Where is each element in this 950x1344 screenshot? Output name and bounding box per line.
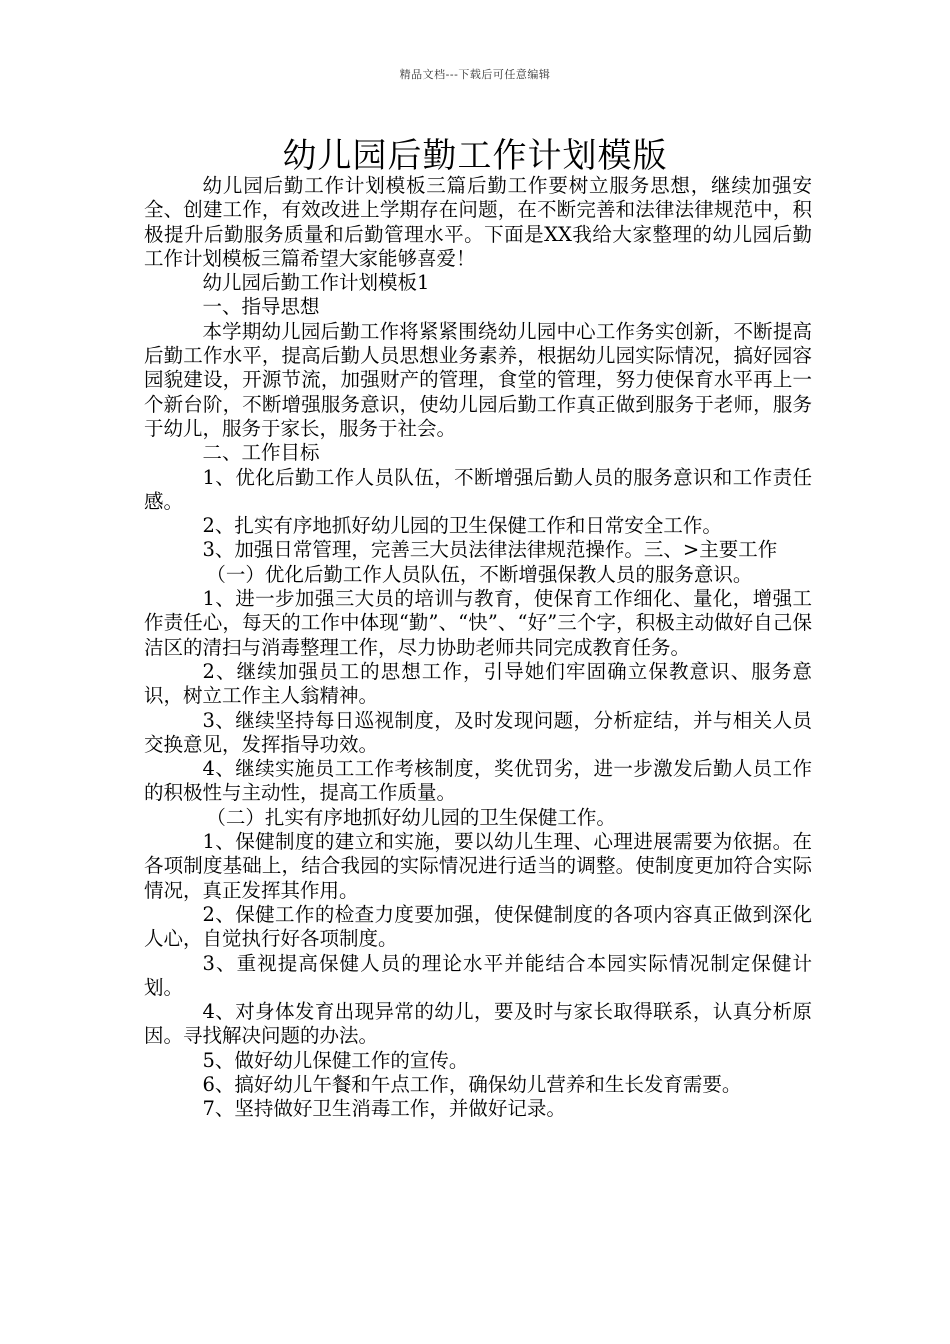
heading-work-goals: 二、工作目标 <box>202 441 320 465</box>
work-item-2: 2、继续加强员工的思想工作，引导她们牢固确立保教意识、服务意识，树立工作主人翁精神。 <box>144 659 812 708</box>
health-item-5: 5、做好幼儿保健工作的宣传。 <box>202 1048 469 1072</box>
health-item-3: 3、重视提高保健人员的理论水平并能结合本园实际情况制定保健计划。 <box>144 951 812 999</box>
work-item-1: 1、进一步加强三大员的培训与教育，使保育工作细化、量化，增强工作责任心，每天的工作中体现“勤”、“快”、“好”三个字，积极主动做好自己保洁区的清扫与消毒整理工作，尽力协助老师共同完成教育任务。 <box>144 587 812 659</box>
page-header: 精品文档---下载后可任意编辑 <box>399 68 551 81</box>
document-body <box>144 174 812 1122</box>
section-heading-template-1: 幼儿园后勤工作计划模板1 <box>202 271 430 295</box>
document-title: 幼儿园后勤工作计划模版 <box>282 136 668 176</box>
paragraph-guiding-ideology: 本学期幼儿园后勤工作将紧紧围绕幼儿园中心工作务实创新，不断提高后勤工作水平，提高后勤人员思想业务素养，根据幼儿园实际情况，搞好园容园貌建设，开源节流，加强财产的管理，食堂的管理，努力使保育水平再上一个新台阶，不断增强服务意识，使幼儿园后勤工作真正做到服务于老师，服务于幼儿，服务于家长，服务于社会。 <box>144 319 812 440</box>
work-item-3: 3、继续坚持每日巡视制度，及时发现问题，分析症结，并与相关人员交换意见，发挥指导功效。 <box>144 708 812 756</box>
subheading-health-care: （二）扎实有序地抓好幼儿园的卫生保健工作。 <box>206 805 616 829</box>
goal-item-3: 3、加强日常管理，完善三大员法律法律规范操作。三、>主要工作 <box>202 538 778 562</box>
goal-item-1: 1、优化后勤工作人员队伍，不断增强后勤人员的服务意识和工作责任感。 <box>144 465 812 513</box>
health-item-4: 4、对身体发育出现异常的幼儿，要及时与家长取得联系，认真分析原因。寻找解决问题的办法。 <box>144 1000 812 1048</box>
health-item-6: 6、搞好幼儿午餐和午点工作，确保幼儿营养和生长发育需要。 <box>202 1072 742 1096</box>
health-item-1: 1、保健制度的建立和实施，要以幼儿生理、心理进展需要为依据。在各项制度基础上，结合我园的实际情况进行适当的调整。使制度更加符合实际情况，真正发挥其作用。 <box>144 830 812 902</box>
health-item-7: 7、坚持做好卫生消毒工作，并做好记录。 <box>202 1097 566 1121</box>
heading-guiding-ideology: 一、指导思想 <box>202 295 320 319</box>
goal-item-2: 2、扎实有序地抓好幼儿园的卫生保健工作和日常安全工作。 <box>202 514 722 538</box>
work-item-4: 4、继续实施员工工作考核制度，奖优罚劣，进一步激发后勤人员工作的积极性与主动性，提高工作质量。 <box>144 757 812 805</box>
subheading-optimize-staff: （一）优化后勤工作人员队伍，不断增强保教人员的服务意识。 <box>206 562 753 586</box>
intro-paragraph: 幼儿园后勤工作计划模板三篇后勤工作要树立服务思想，继续加强安全、创建工作，有效改进上学期存在问题，在不断完善和法律法律规范中，积极提升后勤服务质量和后勤管理水平。下面是XX我给大家整理的幼儿园后勤工作计划模板三篇希望大家能够喜爱！ <box>144 174 812 270</box>
health-item-2: 2、保健工作的检查力度要加强，使保健制度的各项内容真正做到深化人心，自觉执行好各项制度。 <box>144 902 812 951</box>
